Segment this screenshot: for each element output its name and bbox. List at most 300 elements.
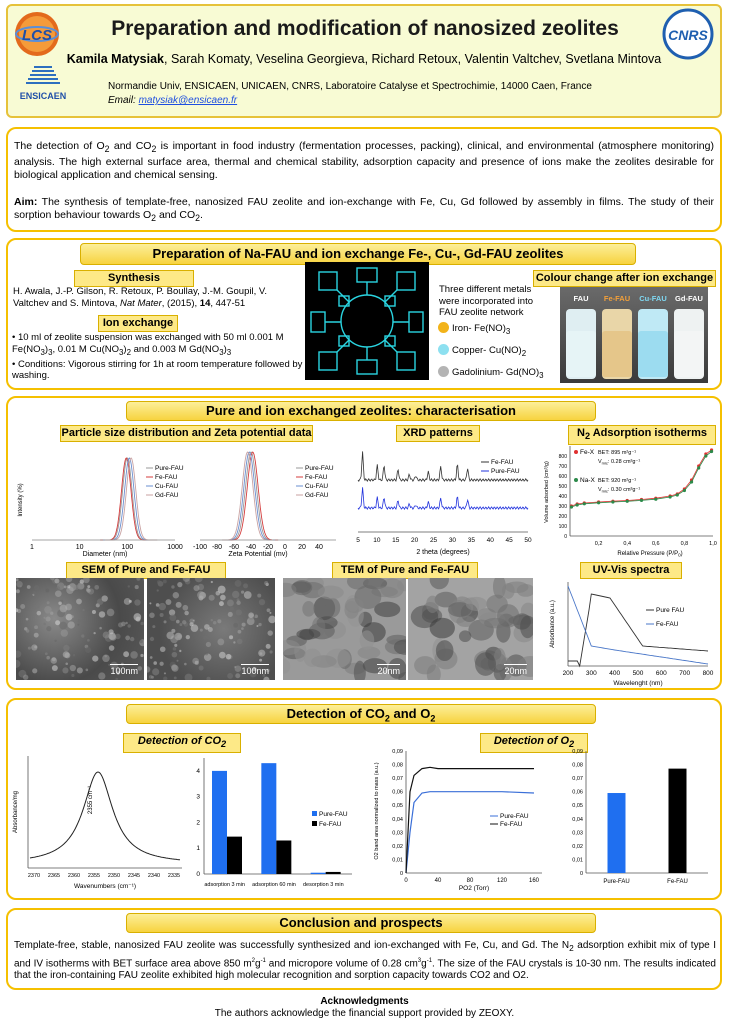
tem-crystal (475, 652, 496, 676)
sem-grain (238, 630, 242, 634)
sem-grain (63, 645, 69, 651)
gd-dot-icon (438, 366, 449, 377)
sem-grain (152, 668, 159, 675)
n2-data-point (597, 501, 600, 504)
co2-ytick-label: 4 (196, 767, 200, 775)
cnrs-logo-icon (662, 8, 714, 60)
sem-grain (76, 599, 82, 605)
sem-grain (179, 650, 181, 652)
intro-paragraph: The detection of $O_2$ and $CO_2$ is important in food industry (fermentation processes, packing), clinical, and environmental (atmosphere monitoring) analysis. The high external surface area, thermal and chemical stability, adsorption capacity and presence of ions make the zeolites desirable for biological application and chemical sensing. (14, 140, 714, 182)
sem-grain (184, 611, 188, 615)
affiliation: Normandie Univ, ENSICAEN, UNICAEN, CNRS, Laboratoire Catalyse et Spectrochimie, 14000 Caen, France (108, 81, 592, 92)
sem-grain (110, 634, 117, 641)
sem-grain (216, 591, 221, 596)
sem-grain (160, 662, 164, 666)
sem-grain (71, 615, 74, 618)
sem-grain (55, 590, 62, 597)
zeta-tick-label: -40 (245, 544, 257, 551)
o2-xtick-label: 120 (496, 878, 508, 884)
o2-detection-title: Detection of $O_2$ (480, 733, 588, 753)
sem-grain (149, 602, 151, 604)
tem-crystal (325, 598, 340, 617)
sem-grain (77, 667, 83, 673)
zeta-legend-label: Gd-FAU (305, 492, 329, 499)
co2-ytick-label: 0 (196, 871, 200, 878)
sem-grain (32, 591, 36, 595)
sem-grain (92, 655, 98, 661)
sem-grain (264, 581, 268, 585)
co2-ytick-label: 1 (196, 845, 200, 853)
sem-grain (56, 586, 60, 590)
sem-grain (16, 589, 20, 593)
uv-tick-label: 700 (679, 670, 691, 677)
tem-crystal (318, 586, 344, 600)
sem-grain (199, 618, 201, 620)
zeta-chart (192, 440, 342, 560)
sem-grain (134, 599, 140, 605)
o2-xtick-label: 80 (466, 878, 474, 884)
o2bar-ytick-label: 0,09 (572, 749, 583, 755)
co2-bar (261, 763, 276, 874)
o2-xlabel: PO2 (Torr) (458, 885, 490, 892)
ir-tick-label: 2335 (167, 873, 181, 879)
sem-grain (186, 635, 190, 639)
sem-grain (125, 636, 130, 641)
sem-grain (163, 677, 167, 680)
sem-grain (217, 639, 224, 646)
sem-grain (206, 642, 211, 647)
sem-grain (127, 624, 130, 627)
sem-grain (242, 623, 246, 627)
psd-tick-label: 1 (30, 544, 34, 551)
o2bar-ytick-label: 0,07 (572, 776, 583, 783)
fau-framework-image (305, 262, 429, 380)
vial-label: Cu-FAU (639, 294, 667, 303)
cu-dot-icon (438, 344, 449, 355)
sem-grain (219, 652, 226, 659)
scale-bar-label: 100nm (241, 666, 269, 676)
sem-grain (63, 651, 70, 658)
sem-grain (208, 627, 213, 632)
psd-ylabel: Intensity (%) (18, 483, 24, 517)
o2bar-ytick-label: 0,02 (572, 843, 583, 850)
psd-title: Particle size distribution and Zeta potential data (60, 425, 313, 442)
co2-bar-chart (188, 752, 358, 892)
sem-grain (267, 608, 271, 612)
sem-grain (157, 580, 161, 584)
sem-grain (16, 660, 20, 668)
sem-grain (37, 611, 42, 616)
o2-bar (669, 769, 687, 873)
n2-ytick-label: 300 (558, 504, 567, 510)
scale-bar-label: 100nm (110, 666, 138, 676)
synthesis-title: Synthesis (74, 270, 194, 287)
co2-legend-label: Fe-FAU (319, 821, 342, 828)
zeta-legend-label: Pure-FAU (305, 465, 334, 472)
sem-grain (232, 591, 239, 598)
sem-grain (58, 602, 61, 605)
co2-bar (311, 873, 326, 874)
synthesis-reference: H. Awala, J.-P. Gilson, R. Retoux, P. Boullay, J.-M. Goupil, V. Valtchev and S. Mintova, Nat Mater, (2015), 14, 447-51 (13, 286, 267, 309)
o2-xtick-label: 160 (528, 878, 540, 884)
email-link[interactable]: matysiak@ensicaen.fr (138, 95, 238, 106)
sem-grain (31, 644, 37, 650)
zeta-tick-label: 40 (315, 544, 323, 551)
o2-ytick-label: 0,07 (392, 776, 403, 783)
sem-grain (118, 622, 123, 627)
xrd-tick-label: 5 (356, 537, 360, 544)
sem-grain (27, 585, 31, 589)
sem-grain (172, 652, 178, 658)
xrd-tick-label: 35 (467, 537, 475, 544)
sem-grain (28, 647, 31, 650)
ion-exchange-list (12, 332, 304, 382)
sem-grain (203, 635, 208, 640)
o2-xtick-label: 40 (434, 878, 442, 884)
xrd-tick-label: 40 (486, 537, 494, 544)
sem-grain (267, 630, 272, 635)
sem-grain (123, 651, 129, 657)
psd-legend-label: Fe-FAU (155, 474, 178, 481)
sem-grain (103, 632, 110, 639)
zeta-legend-label: Fe-FAU (305, 474, 328, 481)
xrd-title: XRD patterns (396, 425, 480, 442)
sem-grain (241, 627, 244, 630)
cnrs-logo-text: CNRS (668, 27, 708, 43)
sem-grain (26, 618, 29, 621)
psd-tick-label: 10 (75, 544, 84, 551)
n2-data-point (640, 499, 643, 502)
sem-grain (34, 585, 40, 591)
zeta-tick-label: -60 (228, 544, 240, 551)
n2-data-point (676, 493, 679, 496)
tem-crystal (436, 640, 454, 661)
sem-grain (234, 666, 236, 668)
sem-grain (140, 654, 143, 657)
sem-grain (99, 627, 102, 630)
ion-exchange-item: • Conditions: Vigorous stirring for 1h at room temperature followed by washing. (12, 358, 303, 382)
psd-series-line (101, 458, 154, 540)
ir-peak-label: 2355 cm⁻¹ (88, 785, 94, 815)
sem-grain (43, 617, 45, 619)
n2-data-point (583, 502, 586, 505)
ir-tick-label: 2360 (67, 873, 81, 879)
sem-grain (16, 578, 19, 581)
n2-ylabel: Volume adsorbed (cm³/g) (544, 461, 550, 523)
sem-grain (241, 590, 244, 593)
legend-swatch (312, 811, 317, 816)
preparation-title: Preparation of Na-FAU and ion exchange Fe-, Cu-, Gd-FAU zeolites (80, 243, 636, 265)
email-label: Email: (108, 95, 136, 106)
sem-grain (143, 578, 144, 580)
tem-crystal (459, 630, 471, 642)
sem-grain (16, 581, 22, 587)
zeta-xlabel: Zeta Potential (mv) (228, 551, 288, 558)
sem-grain (85, 647, 91, 653)
vial-label: Gd-FAU (675, 294, 703, 303)
zeta-tick-label: 20 (298, 544, 306, 551)
xrd-tick-label: 20 (411, 537, 419, 544)
sem-grain (98, 672, 105, 679)
o2bar-ytick-label: 0,04 (572, 816, 583, 823)
o2-ytick-label: 0,02 (392, 843, 403, 850)
sem-grain (159, 603, 166, 610)
o2-ytick-label: 0,05 (392, 803, 403, 810)
n2-bet-label: BET: 895 m²g⁻¹ (598, 450, 637, 456)
vial-label: Fe-FAU (603, 294, 631, 303)
sem-grain (195, 661, 199, 665)
sem-grain (34, 625, 38, 629)
sem-grain (220, 595, 226, 601)
n2-xtick-label: 0,2 (594, 541, 603, 547)
xrd-xlabel: 2 theta (degrees) (416, 549, 470, 556)
n2-ytick-label: 200 (558, 514, 567, 520)
sem-grain (46, 626, 51, 631)
metal-fe: Iron- $Fe(NO)_3$ (438, 322, 510, 338)
n2-vmic-label: $V_{mic}$: 0.30 cm³g⁻¹ (598, 487, 641, 494)
o2-ylabel: O2 band area normalized to mass (a.u.) (374, 762, 380, 860)
zeta-tick-label: 0 (283, 544, 287, 551)
sem-grain (92, 610, 96, 614)
sem-grain (115, 678, 118, 680)
authors (64, 52, 664, 66)
sem-grain (176, 620, 180, 624)
n2-ytick-label: 700 (558, 464, 567, 470)
sem-grain (174, 644, 177, 647)
sem-grain (184, 663, 187, 666)
uv-series-line (568, 594, 708, 666)
n2-title: $N_2$ Adsorption isotherms (568, 425, 716, 445)
n2-data-point (570, 505, 573, 508)
ensicaen-logo (12, 64, 74, 108)
sem-grain (259, 599, 265, 605)
zeta-tick-label: -20 (262, 544, 274, 551)
sem-grain (68, 621, 75, 628)
sem-grain (44, 606, 52, 614)
sem-image-pure (16, 578, 144, 680)
zeta-tick-label: -80 (211, 544, 223, 551)
n2-data-point (654, 498, 657, 501)
xrd-series-line (358, 487, 528, 509)
co2-detection-title: Detection of $CO_2$ (123, 733, 241, 753)
sem-grain (233, 623, 238, 628)
sem-grain (46, 656, 50, 660)
sem-grain (182, 605, 188, 611)
ion-exchange-title: Ion exchange (98, 315, 178, 332)
n2-data-point (690, 480, 693, 483)
sem-grain (205, 652, 208, 655)
uv-series-line (568, 586, 708, 664)
sem-grain (60, 605, 68, 613)
colour-change-title: Colour change after ion exchange (533, 270, 716, 287)
sem-grain (136, 617, 141, 622)
co2-ytick-label: 3 (196, 793, 200, 801)
sem-grain (102, 595, 108, 601)
tem-crystal (296, 629, 320, 640)
sem-grain (229, 635, 233, 639)
sem-title: SEM of Pure and Fe-FAU (66, 562, 226, 579)
ir-xlabel: Wavenumbers (cm⁻¹) (73, 883, 137, 890)
sem-grain (74, 585, 79, 590)
n2-data-point (611, 500, 614, 503)
uv-tick-label: 300 (585, 670, 597, 677)
sem-grain (130, 637, 134, 641)
sem-grain (86, 588, 90, 592)
scale-bar-label: 20nm (377, 666, 400, 676)
main-author: Kamila Matysiak (66, 52, 164, 66)
xrd-tick-label: 30 (448, 537, 457, 544)
sem-grain (34, 633, 39, 638)
uv-chart (546, 578, 718, 688)
ir-ylabel: Absorbance/mg (13, 790, 19, 834)
sem-grain (171, 664, 177, 670)
ensicaen-logo-text: ENSICAEN (19, 91, 67, 101)
tem-crystal (502, 583, 514, 599)
lcs-logo-text: LCS (22, 27, 52, 44)
uv-tick-label: 800 (702, 670, 714, 677)
xrd-tick-label: 15 (392, 537, 400, 544)
sem-grain (258, 650, 265, 657)
sem-grain (43, 623, 46, 626)
n2-data-point (683, 489, 686, 492)
sem-grain (163, 580, 167, 584)
n2-data-point (669, 495, 672, 498)
sem-grain (94, 585, 99, 590)
sem-grain (160, 613, 164, 617)
n2-ytick-label: 500 (558, 484, 567, 490)
sem-grain (233, 641, 235, 643)
n2-ytick-label: 400 (558, 494, 567, 500)
tem-crystal (430, 618, 455, 639)
legend-swatch (312, 821, 317, 826)
n2-data-point (710, 450, 713, 453)
o2bar-category-label: Pure-FAU (603, 879, 630, 885)
o2-ytick-label: 0,01 (392, 857, 403, 864)
o2-xtick-label: 0 (404, 878, 408, 884)
sem-grain (79, 583, 85, 589)
aim-label: Aim: (14, 196, 38, 208)
n2-data-point (704, 454, 707, 457)
ion-exchange-item: • 10 ml of zeolite suspension was exchanged with 50 ml 0.001 M $Fe(NO_3)_3$, 0.01 M $Cu(NO_3)_2$ and 0.003 M $Gd(NO_3)_3$ (12, 332, 284, 357)
sem-grain (209, 595, 215, 601)
sem-grain (149, 675, 153, 679)
n2-ytick-label: 800 (558, 454, 567, 460)
sem-grain (78, 619, 81, 622)
psd-legend-label: Pure-FAU (155, 465, 184, 472)
n2-legend-label: Na-X (580, 477, 595, 484)
characterisation-title: Pure and ion exchanged zeolites: characterisation (126, 401, 596, 421)
sem-grain (190, 622, 194, 626)
sem-grain (193, 585, 199, 591)
sem-grain (125, 622, 128, 625)
sem-grain (263, 677, 269, 680)
zeta-legend-label: Cu-FAU (305, 483, 329, 490)
sem-grain (227, 600, 234, 607)
sem-grain (173, 592, 179, 598)
sem-grain (59, 622, 67, 630)
legend-swatch (574, 478, 578, 482)
sem-grain (174, 634, 177, 637)
sem-grain (140, 622, 143, 625)
co2-ytick-label: 2 (196, 819, 200, 827)
psd-legend-label: Gd-FAU (155, 492, 179, 499)
sem-grain (64, 585, 67, 588)
sem-grain (52, 665, 58, 671)
xrd-tick-label: 10 (373, 537, 381, 544)
ir-tick-label: 2345 (127, 873, 141, 879)
ir-tick-label: 2350 (107, 873, 121, 879)
ack-title: Acknowledgments (320, 996, 409, 1007)
sem-grain (139, 640, 142, 643)
sem-grain (182, 620, 186, 624)
sem-grain (237, 639, 243, 645)
xrd-tick-label: 25 (429, 537, 438, 544)
o2bar-ytick-label: 0,03 (572, 830, 583, 837)
o2-ytick-label: 0 (399, 871, 403, 877)
sem-grain (71, 674, 74, 677)
psd-tick-label: 100 (121, 544, 134, 551)
sem-grain (173, 647, 177, 651)
xrd-tick-label: 45 (505, 537, 513, 544)
email-line (108, 95, 237, 106)
sem-grain (235, 580, 242, 587)
sem-grain (226, 654, 232, 660)
n2-ytick-label: 600 (558, 474, 567, 480)
sem-grain (270, 650, 273, 653)
uv-tick-label: 600 (655, 670, 667, 677)
tem-crystal (283, 659, 290, 674)
co2-bar (212, 771, 227, 874)
sem-grain (23, 675, 28, 680)
tem-crystal (360, 630, 375, 650)
tem-crystal (304, 648, 322, 667)
ensicaen-logo-icon (12, 64, 74, 86)
sem-grain (193, 640, 195, 642)
sem-grain (152, 625, 155, 628)
sem-grain (150, 637, 154, 641)
tem-crystal (345, 598, 364, 613)
psd-chart (10, 440, 190, 560)
sem-grain (55, 620, 60, 625)
detection-title: Detection of $CO_2$ and $O_2$ (126, 704, 596, 724)
o2-bar-chart (556, 745, 716, 893)
sem-grain (199, 665, 204, 670)
o2-ytick-label: 0,04 (392, 816, 403, 823)
ir-tick-label: 2370 (27, 873, 41, 879)
xrd-chart (346, 440, 536, 560)
sem-grain (87, 585, 90, 588)
sem-grain (62, 667, 68, 673)
sem-grain (206, 677, 210, 680)
fe-dot-icon (438, 322, 449, 333)
sem-grain (147, 666, 150, 672)
sem-grain (128, 585, 130, 587)
sem-grain (61, 629, 68, 636)
sem-grain (160, 646, 166, 652)
sem-grain (54, 640, 56, 642)
sem-grain (243, 583, 248, 588)
sem-grain (70, 665, 76, 671)
sem-grain (169, 614, 176, 621)
sem-grain (259, 659, 262, 662)
uv-tick-label: 500 (632, 670, 644, 677)
o2bar-ytick-label: 0,05 (572, 803, 583, 810)
sem-grain (185, 674, 193, 680)
o2-legend-label: Pure-FAU (500, 813, 529, 820)
sem-grain (83, 578, 90, 583)
sem-grain (236, 609, 242, 615)
sem-grain (107, 609, 115, 617)
